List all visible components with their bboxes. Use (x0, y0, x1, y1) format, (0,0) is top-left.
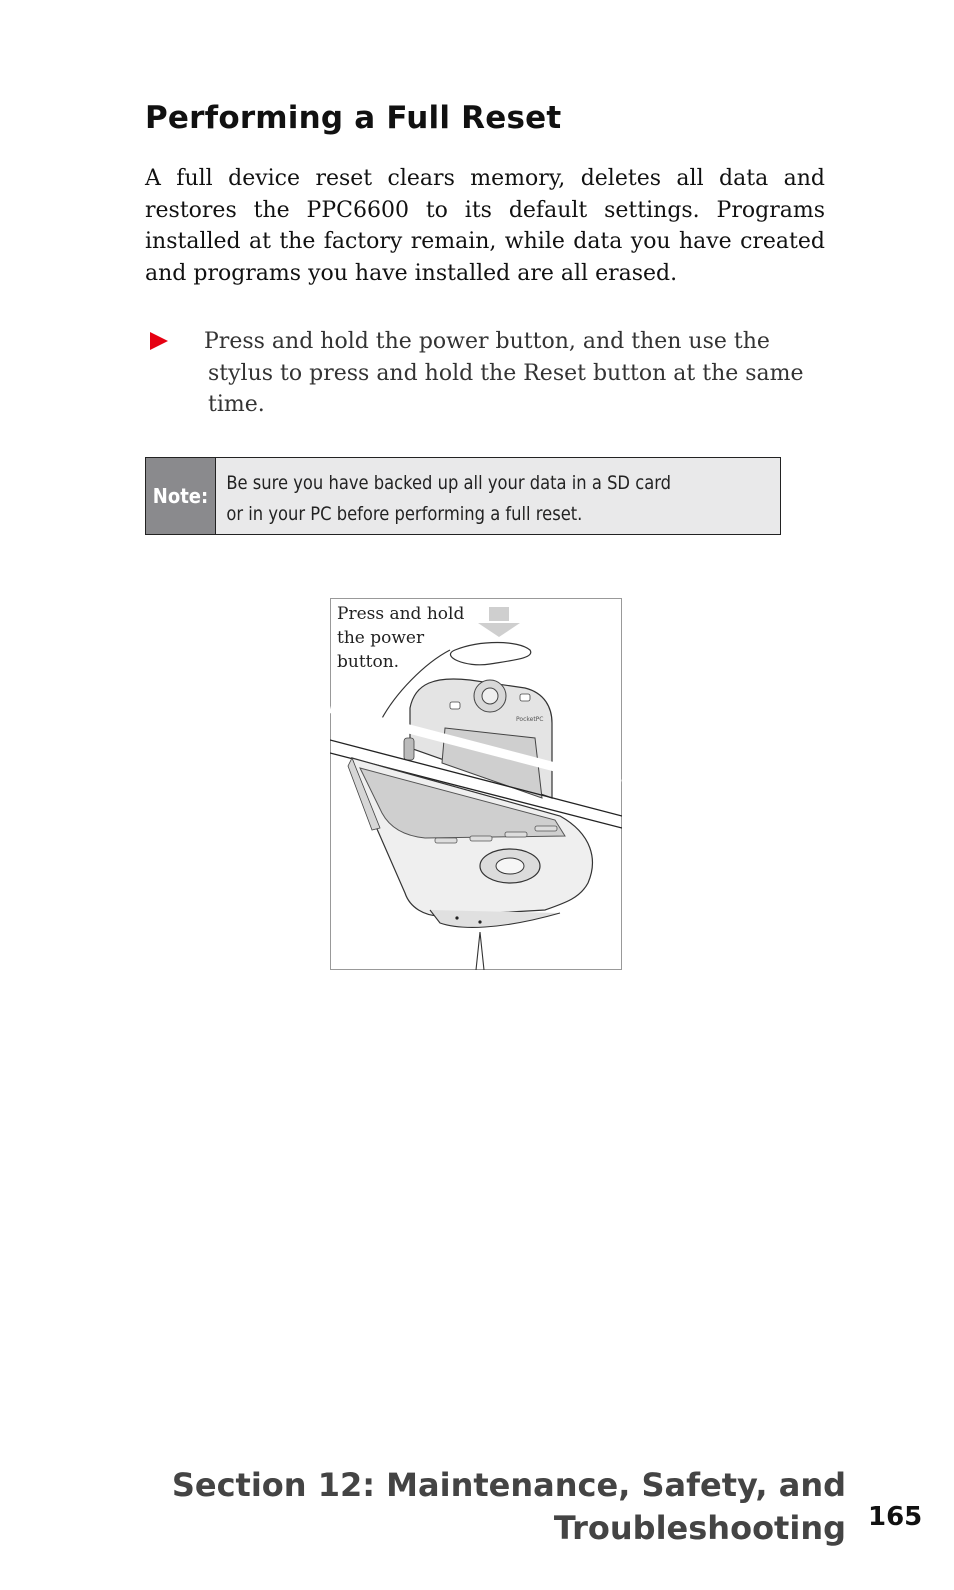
page-title: Performing a Full Reset (145, 100, 562, 136)
intro-paragraph: A full device reset clears memory, deletes all data and restores the PPC6600 to its default settings. Programs installed at the factory remain, while data you have created and programs you have installed are all erased. (145, 166, 825, 286)
instruction-line-2: stylus to press and hold the Reset button at the same (208, 360, 804, 386)
section-title-line-1: Section 12: Maintenance, Safety, and (171, 1466, 846, 1504)
figure-caption (337, 602, 477, 674)
instruction-line-3: time. (208, 392, 265, 418)
note-text: Be sure you have backed up all your data in a SD card or in your PC before performing a full reset. (226, 472, 672, 525)
instruction-line-1: Press and hold the power button, and then use the (204, 329, 770, 354)
bullet-arrow-icon (150, 332, 168, 350)
brand-label: PocketPC (516, 716, 544, 723)
instruction-text (204, 326, 810, 421)
instruction-step (150, 326, 810, 421)
caption-line-3: button. (337, 652, 400, 672)
section-title-line-2: Troubleshooting (553, 1509, 846, 1547)
caption-line-1: Press and hold (337, 604, 465, 624)
caption-line-2: the power (337, 628, 425, 648)
note-label: Note: (146, 458, 216, 534)
note-box (145, 457, 781, 535)
section-footer (172, 1464, 846, 1550)
page-number: 165 (868, 1502, 923, 1532)
